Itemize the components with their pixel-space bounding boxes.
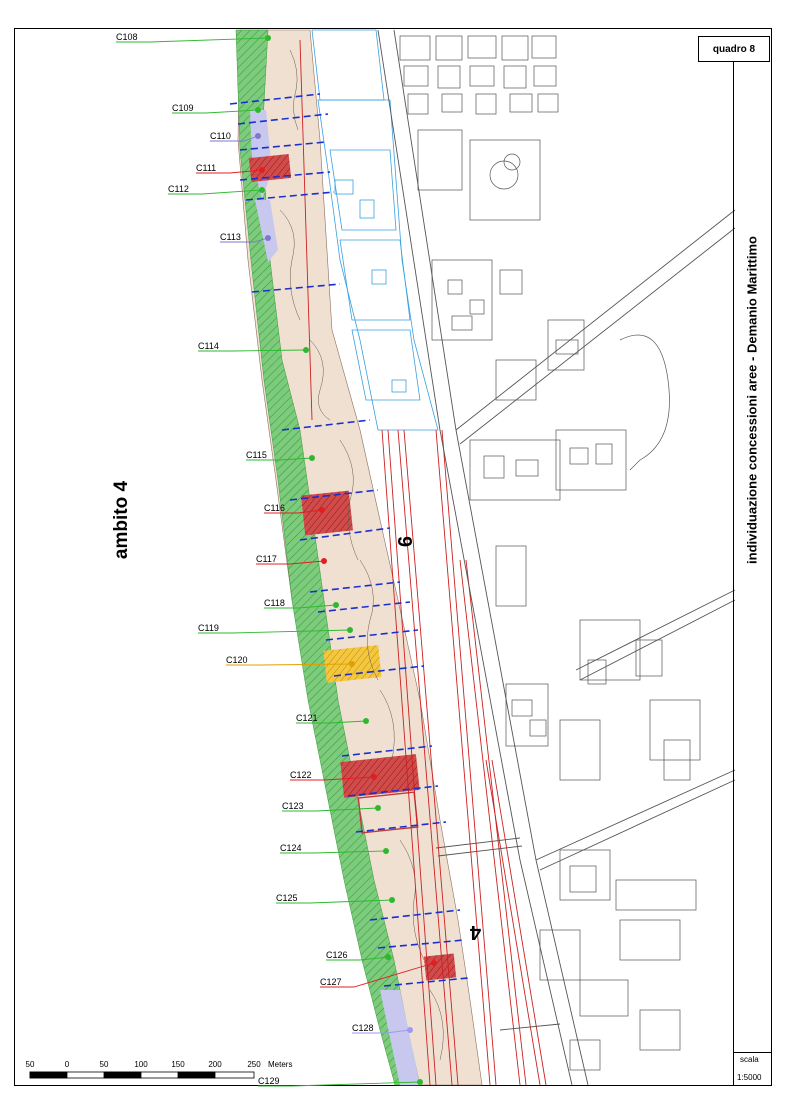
- concession-label-c118[interactable]: C118: [264, 598, 285, 608]
- scale-ratio: 1:5000: [737, 1073, 762, 1082]
- concession-area-c116: [301, 491, 353, 536]
- concession-label-c114[interactable]: C114: [198, 341, 219, 351]
- ambito-label: ambito 4: [111, 480, 132, 560]
- concession-area-c127: [424, 953, 456, 980]
- concession-marker: [255, 133, 261, 139]
- concession-marker: [255, 107, 261, 113]
- scale-units: Meters: [268, 1060, 293, 1069]
- concession-label-c109[interactable]: C109: [172, 103, 194, 113]
- concession-label-c121[interactable]: C121: [296, 713, 318, 723]
- concession-label-c124[interactable]: C124: [280, 843, 302, 853]
- scale-tick: 200: [208, 1060, 222, 1069]
- scale-tick: 50: [99, 1060, 109, 1069]
- concession-label-c112[interactable]: C112: [168, 184, 189, 194]
- scale-box: [733, 1052, 772, 1086]
- map-title: individuazione concessioni aree - Demanio Marittimo: [744, 236, 760, 564]
- concession-marker: [259, 187, 265, 193]
- concession-label-c108[interactable]: C108: [116, 32, 138, 42]
- concession-marker: [431, 960, 437, 966]
- concession-area-c111: [249, 154, 291, 182]
- concession-marker: [385, 954, 391, 960]
- concession-marker: [265, 235, 271, 241]
- zone-number-4: 4: [470, 921, 482, 943]
- concession-marker: [383, 848, 389, 854]
- quadro-label: quadro 8: [698, 36, 770, 62]
- scale-word: scala: [740, 1055, 759, 1064]
- concession-label-c122[interactable]: C122: [290, 770, 312, 780]
- zone-number-9: 9: [393, 535, 416, 548]
- scale-tick: 250: [247, 1060, 261, 1069]
- concession-marker: [371, 774, 377, 780]
- concession-marker: [347, 627, 353, 633]
- concession-marker: [321, 558, 327, 564]
- scale-tick: 50: [25, 1060, 35, 1069]
- concession-label-c116[interactable]: C116: [264, 503, 285, 513]
- concession-label-c129[interactable]: C129: [258, 1076, 280, 1086]
- scale-tick: 100: [134, 1060, 148, 1069]
- concession-marker: [303, 347, 309, 353]
- concession-label-c115[interactable]: C115: [246, 450, 267, 460]
- scale-tick: 0: [64, 1060, 70, 1069]
- concession-marker: [259, 167, 265, 173]
- concession-marker: [319, 507, 325, 513]
- scale-tick: 150: [171, 1060, 185, 1069]
- scale-bar: [30, 1072, 254, 1078]
- concession-label-c128[interactable]: C128: [352, 1023, 374, 1033]
- concession-label-c123[interactable]: C123: [282, 801, 304, 811]
- concession-marker: [389, 897, 395, 903]
- concession-marker: [375, 805, 381, 811]
- concession-marker: [265, 35, 271, 41]
- concession-label-c113[interactable]: C113: [220, 232, 241, 242]
- concession-label-c119[interactable]: C119: [198, 623, 219, 633]
- concession-marker: [333, 602, 339, 608]
- concession-label-c127[interactable]: C127: [320, 977, 342, 987]
- concession-label-c110[interactable]: C110: [210, 131, 231, 141]
- concession-label-c125[interactable]: C125: [276, 893, 298, 903]
- concession-marker: [309, 455, 315, 461]
- concession-marker: [417, 1079, 423, 1085]
- concession-label-c126[interactable]: C126: [326, 950, 348, 960]
- concession-label-c117[interactable]: C117: [256, 554, 277, 564]
- concession-label-c111[interactable]: C111: [196, 163, 217, 173]
- concession-label-c120[interactable]: C120: [226, 655, 248, 665]
- concession-marker: [407, 1027, 413, 1033]
- concession-marker: [349, 661, 355, 667]
- concession-marker: [363, 718, 369, 724]
